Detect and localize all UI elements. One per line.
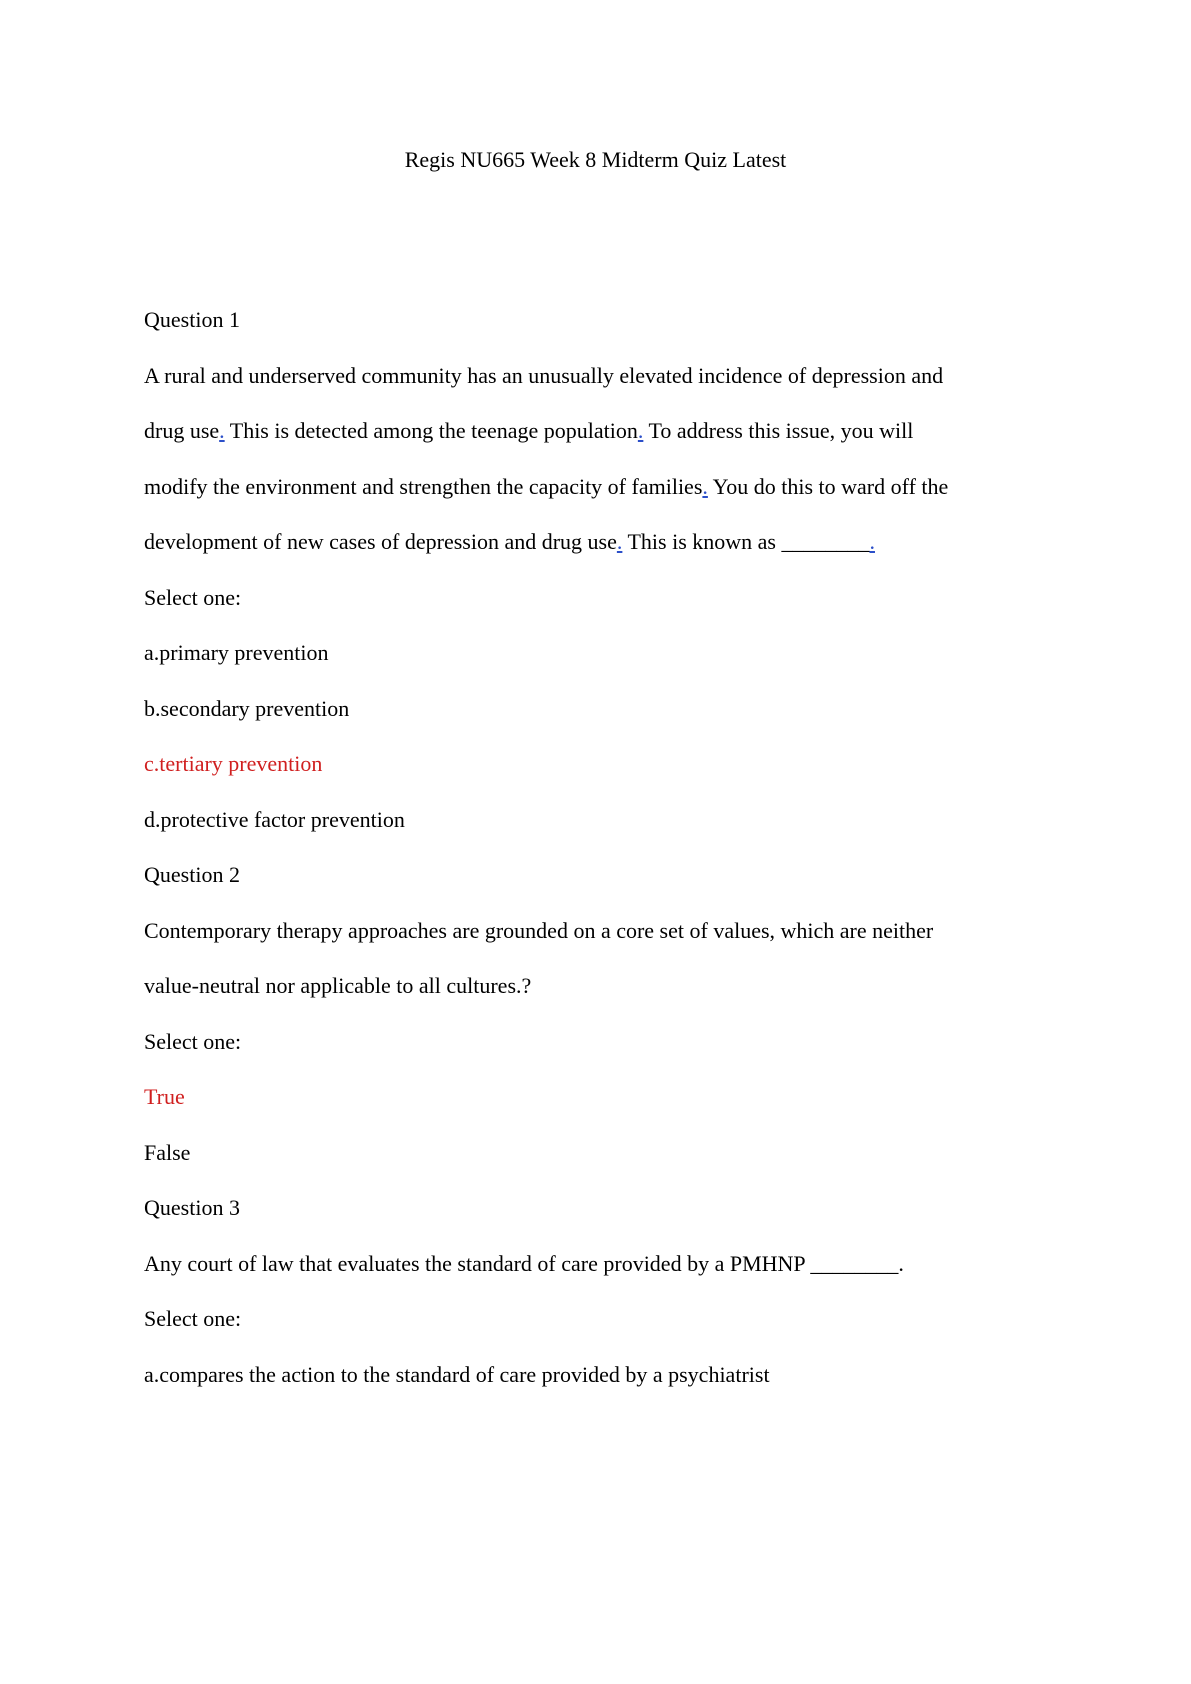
question-1-option-c-correct[interactable]: c.tertiary prevention [144,751,323,776]
question-1-stem-line-4 [144,528,1064,584]
question-1-stem-text: A rural and underserved community has an unusually elevated incidence of depression and [144,362,944,388]
question-3-heading: Question 3 [144,1195,240,1220]
question-3-option-a[interactable]: a.compares the action to the standard of care provided by a psychiatrist [144,1361,770,1387]
question-1-option-d[interactable]: d.protective factor prevention [144,806,405,832]
question-1-stem-line-2 [144,417,1064,473]
question-1-stem-text: To address this issue, you will [643,418,914,443]
edit-mark: . [637,418,644,443]
question-1-stem-text: drug use [144,418,220,443]
question-1-stem-line-1 [144,362,1064,418]
question-1-stem-line-3 [144,473,1064,529]
question-1-stem-text: You do this to ward off the [707,473,949,499]
question-2-stem-line-2: value-neutral nor applicable to all cultures.? [144,973,532,998]
question-2-prompt: Select one: [144,1028,242,1054]
document-title: Regis NU665 Week 8 Midterm Quiz Latest [404,147,787,172]
edit-mark: . [702,473,708,499]
question-1-option-a[interactable]: a.primary prevention [144,640,329,665]
edit-mark: . [869,529,875,554]
question-1-stem-text: development of new cases of depression and drug use [144,529,617,554]
question-1-stem-text: modify the environment and strengthen the capacity of families [144,473,703,499]
question-3-stem-line-1: Any court of law that evaluates the standard of care provided by a PMHNP ________. [144,1250,904,1276]
edit-mark: . [616,529,623,554]
question-3-prompt: Select one: [144,1306,242,1331]
question-1-option-b[interactable]: b.secondary prevention [144,695,350,721]
edit-mark: . [219,418,225,443]
question-1-heading: Question 1 [144,307,240,332]
question-2-option-false[interactable]: False [144,1139,191,1165]
question-1-stem-text: This is known as ________ [622,529,870,554]
question-2-option-true-correct[interactable]: True [144,1084,185,1109]
question-1-stem-text: This is detected among the teenage population [224,418,638,443]
question-2-heading: Question 2 [144,862,240,887]
question-2-stem-line-1: Contemporary therapy approaches are grounded on a core set of values, which are neither [144,917,934,943]
question-1-prompt: Select one: [144,584,242,610]
document-body [144,306,1064,1416]
